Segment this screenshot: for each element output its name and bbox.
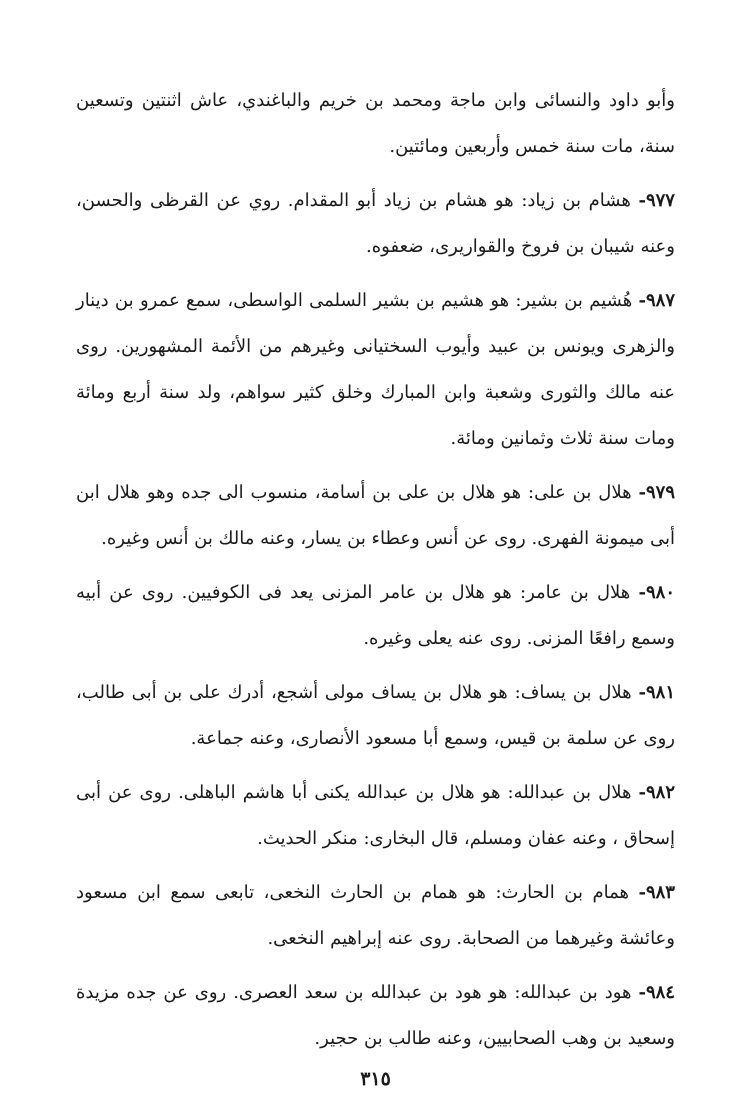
entry-981 xyxy=(76,670,675,762)
page-number: ٣١٥ xyxy=(360,1068,391,1090)
entry-983 xyxy=(76,870,675,962)
entry-987 xyxy=(76,278,675,462)
entry-982 xyxy=(76,770,675,862)
text-column xyxy=(76,78,675,1062)
entry-text: هلال بن عامر: هو هلال بن عامر المزنى يعد فى الكوفيين. روى عن أبيه وسمع رافعًا المزنى. روى عنه يعلى وغيره. xyxy=(76,582,675,649)
entry-number: ٩٨٠- xyxy=(638,582,675,603)
entry-number: ٩٨٢- xyxy=(638,782,675,803)
paragraph-continuation xyxy=(76,78,675,170)
entry-number: ٩٨٤- xyxy=(638,982,675,1003)
entry-number: ٩٨٧- xyxy=(638,290,675,311)
entry-984 xyxy=(76,970,675,1062)
entry-text: هُشيم بن بشير: هو هشيم بن بشير السلمى الواسطى، سمع عمرو بن دينار والزهرى ويونس بن عبيد وأيوب السختيانى وغيرهم من الأئمة المشهورين. روى عنه مالك والثورى وشعبة وابن المبارك وخلق كثير سواهم، ولد سنة أربع ومائة ومات سنة ثلاث وثمانين ومائة. xyxy=(76,290,675,449)
entry-980 xyxy=(76,570,675,662)
entry-977 xyxy=(76,178,675,270)
entry-text: هود بن عبدالله: هو هود بن عبدالله بن سعد العصرى. روى عن جده مزيدة وسعيد بن وهب الصحابيين، وعنه طالب بن حجير. xyxy=(76,982,675,1049)
paragraph-text: وأبو داود والنسائى وابن ماجة ومحمد بن خريم والباغندي، عاش اثنتين وتسعين سنة، مات سنة خمس وأربعين ومائتين. xyxy=(76,90,675,157)
entry-number: ٩٧٧- xyxy=(638,190,675,211)
entry-number: ٩٨١- xyxy=(638,682,675,703)
entry-979 xyxy=(76,470,675,562)
entry-text: همام بن الحارث: هو همام بن الحارث النخعى، تابعى سمع ابن مسعود وعائشة وغيرهما من الصحابة. روى عنه إبراهيم النخعى. xyxy=(76,882,675,949)
entry-number: ٩٨٣- xyxy=(638,882,675,903)
entry-text: هلال بن على: هو هلال بن على بن أسامة، منسوب الى جده وهو هلال ابن أبى ميمونة الفهرى. روى عن أنس وعطاء بن يسار، وعنه مالك بن أنس وغيره. xyxy=(76,482,675,549)
entry-text: هشام بن زياد: هو هشام بن زياد أبو المقدام. روي عن القرظى والحسن، وعنه شيبان بن فروخ والقواريرى، ضعفوه. xyxy=(76,190,675,257)
entry-number: ٩٧٩- xyxy=(638,482,675,503)
entry-text: هلال بن يساف: هو هلال بن يساف مولى أشجع، أدرك على بن أبى طالب، روى عن سلمة بن قيس، وسمع أبا مسعود الأنصارى، وعنه جماعة. xyxy=(76,682,675,749)
entry-text: هلال بن عبدالله: هو هلال بن عبدالله يكنى أبا هاشم الباهلى. روى عن أبى إسحاق ، وعنه عفان ومسلم، قال البخارى: منكر الحديث. xyxy=(76,782,675,849)
